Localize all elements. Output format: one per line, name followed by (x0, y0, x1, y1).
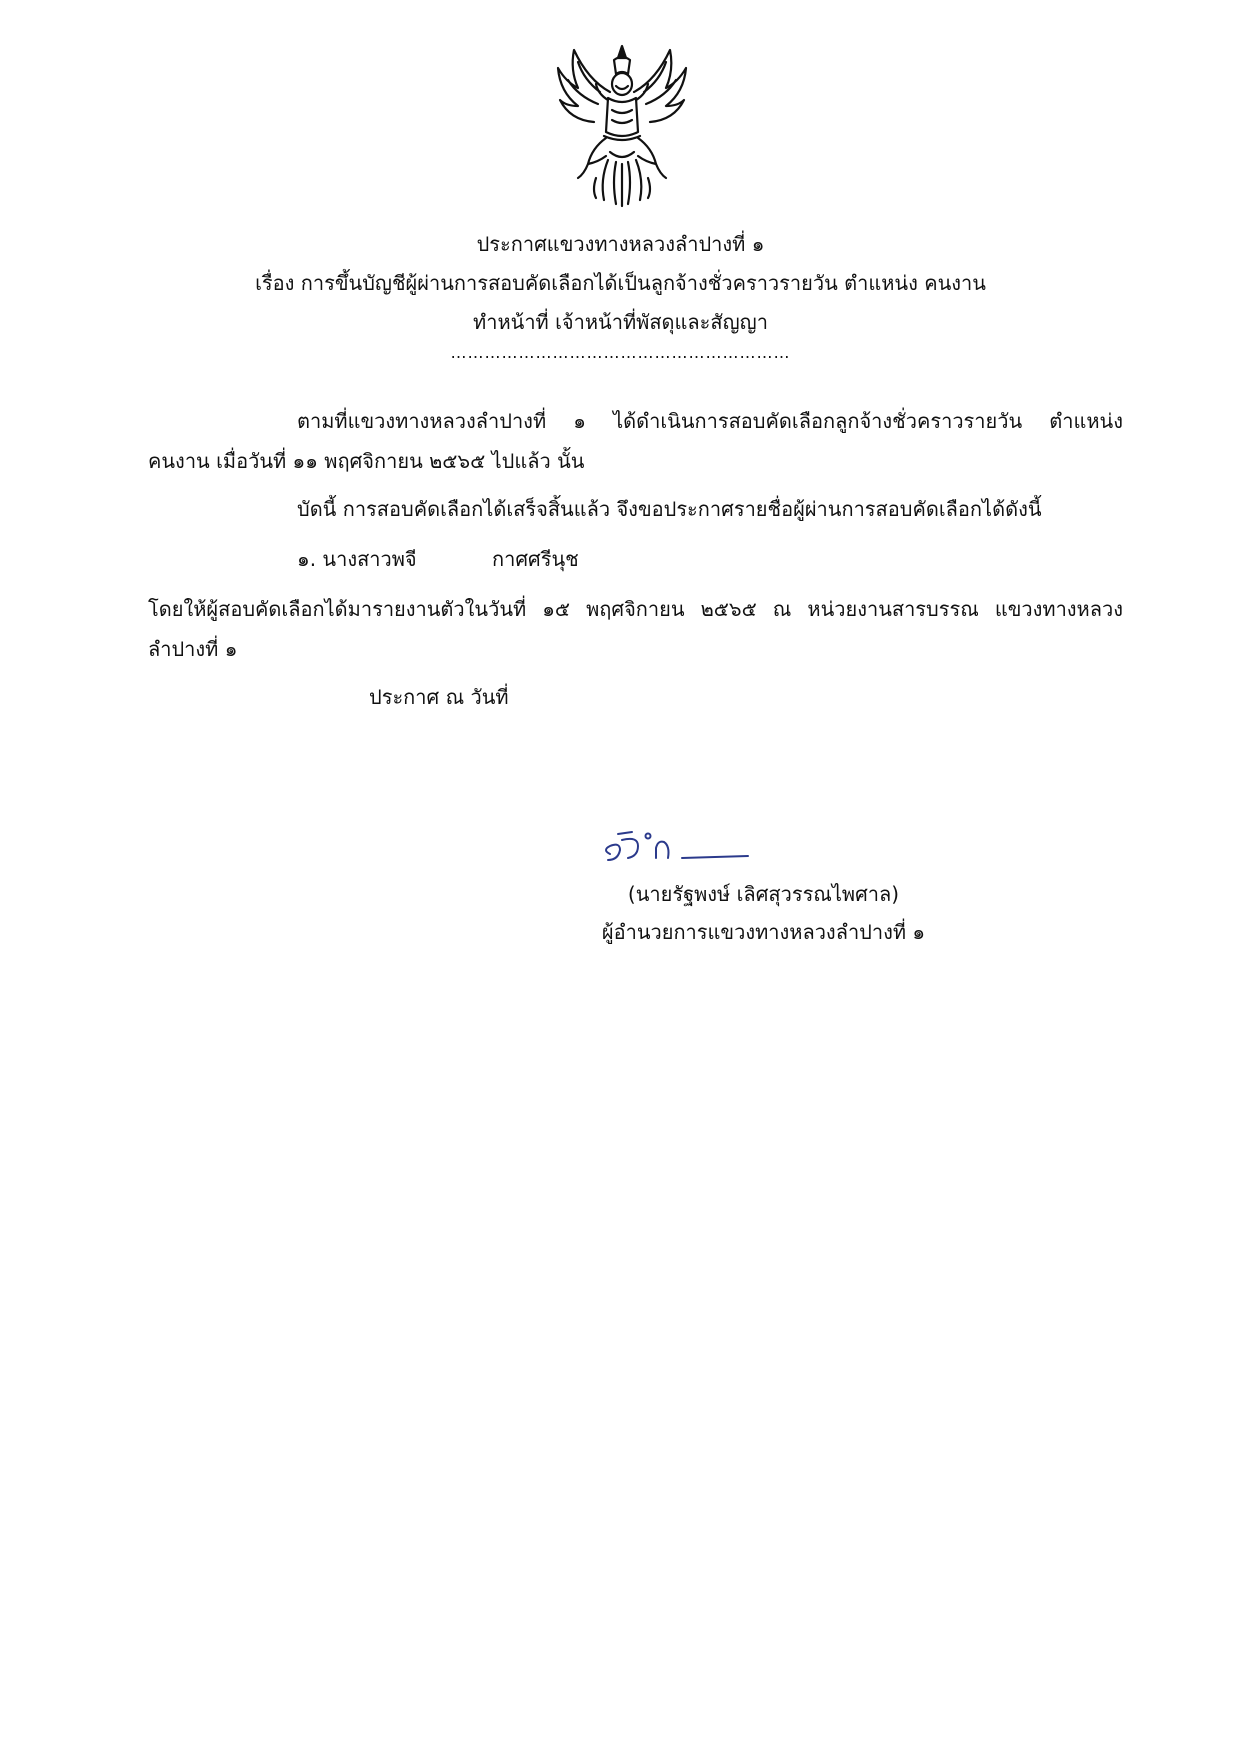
paragraph-1-line-2: คนงาน เมื่อวันที่ ๑๑ พฤศจิกายน ๒๕๖๕ ไปแล้ว นั้น (148, 449, 585, 473)
signatory-position: ผู้อำนวยการแขวงทางหลวงลำปางที่ ๑ (601, 920, 926, 944)
announcement-title: ประกาศแขวงทางหลวงลำปางที่ ๑ (476, 232, 765, 256)
paragraph-3-line-2: ลำปางที่ ๑ (148, 637, 238, 661)
header-separator: …………………………………………………… (450, 343, 791, 362)
candidate-name: ๑. นางสาวพจี (297, 547, 417, 571)
signatory-name: (นายรัฐพงษ์ เลิศสุวรรณไพศาล) (627, 882, 900, 906)
garuda-emblem-icon (548, 40, 696, 210)
announcement-subject: เรื่อง การขึ้นบัญชีผู้ผ่านการสอบคัดเลือกได้เป็นลูกจ้างชั่วคราวรายวัน ตำแหน่ง คนงาน (255, 271, 986, 295)
candidate-surname: กาศศรีนุช (492, 547, 579, 571)
announcement-subject-line2: ทำหน้าที่ เจ้าหน้าที่พัสดุและสัญญา (473, 310, 768, 334)
announce-date: ประกาศ ณ วันที่ (369, 685, 509, 709)
paragraph-3-line-1: โดยให้ผู้สอบคัดเลือกได้มารายงานตัวในวันที่ ๑๕ พฤศจิกายน ๒๕๖๕ ณ หน่วยงานสารบรรณ แขวงทางหลวง (148, 597, 1123, 621)
paragraph-1-line-1: ตามที่แขวงทางหลวงลำปางที่ ๑ ได้ดำเนินการสอบคัดเลือกลูกจ้างชั่วคราวรายวัน ตำแหน่ง (297, 409, 1123, 433)
paragraph-2: บัดนี้ การสอบคัดเลือกได้เสร็จสิ้นแล้ว จึงขอประกาศรายชื่อผู้ผ่านการสอบคัดเลือกได้ดังนี้ (297, 497, 1042, 521)
handwritten-signature (598, 820, 778, 870)
